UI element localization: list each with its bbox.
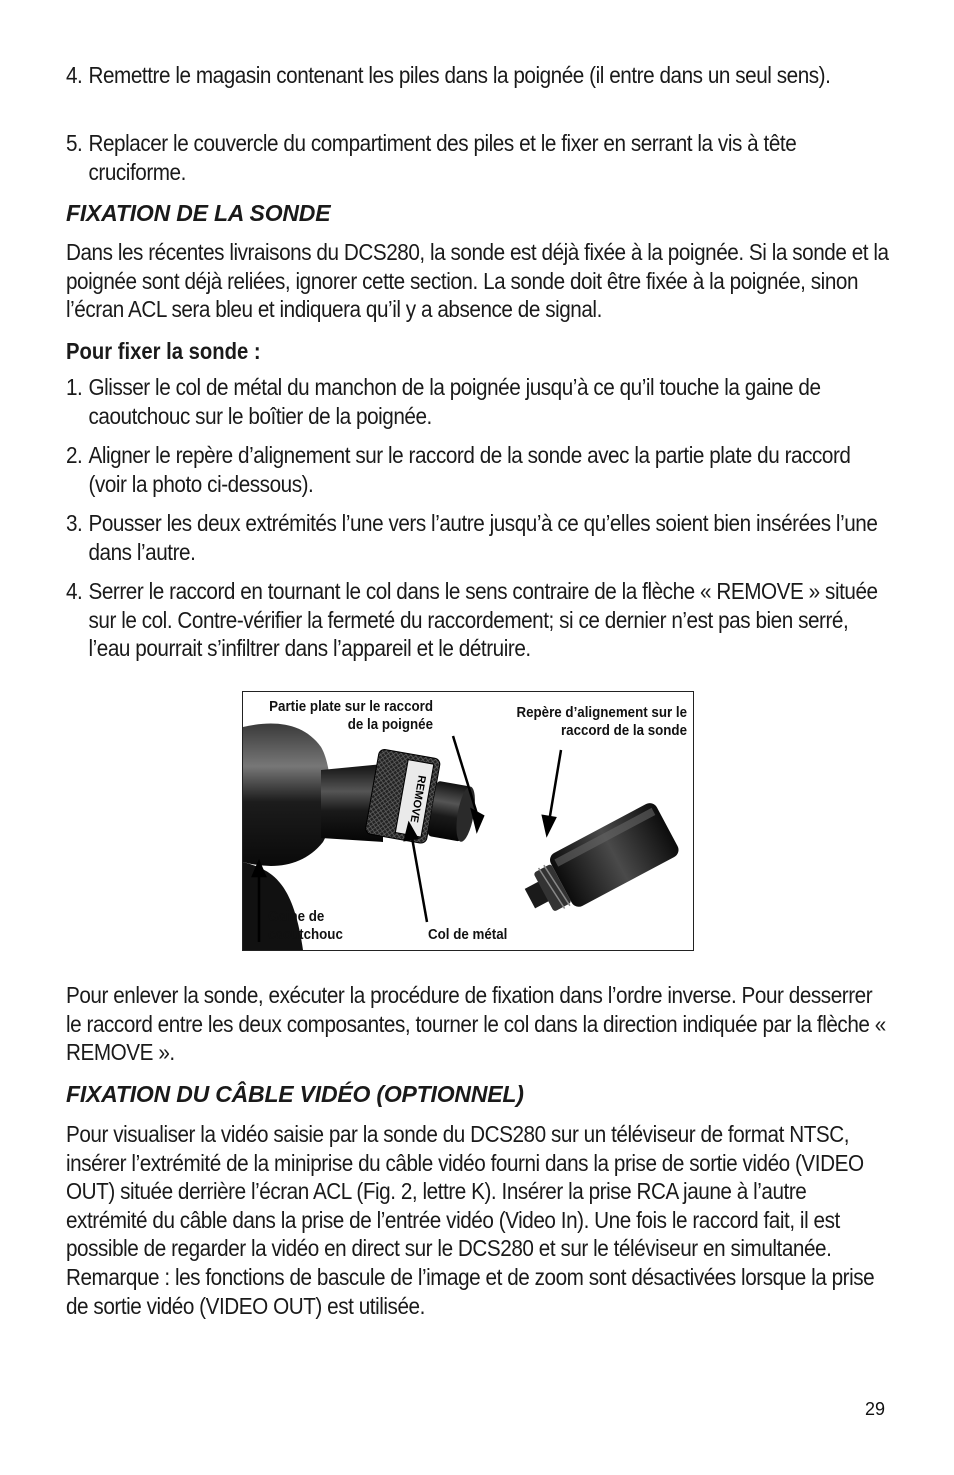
- step-text: Serrer le raccord en tournant le col dans le sens contraire de la flèche « REMOVE » située sur le col. Contre-vérifier la fermeté du raccordement; si ce dernier n’est pas bien serré, l’eau pourrait s’infiltrer dans l’appareil et le détruire.: [88, 578, 878, 662]
- caption-line: Partie plate sur le raccord: [269, 699, 433, 715]
- step-item: [66, 373, 890, 430]
- step-text: Pousser les deux extrémités l’une vers l’autre jusqu’à ce qu’elles soient bien insérées l’une dans l’autre.: [88, 510, 878, 565]
- arrow-flat-head: [472, 810, 483, 830]
- collar-engraving: REMOVE: [407, 774, 428, 824]
- list-number: 5.: [66, 130, 83, 156]
- list-text: Replacer le couvercle du compartiment des piles et le fixer en serrant la vis à tête cruciforme.: [88, 130, 797, 185]
- step-number: 3.: [66, 510, 83, 536]
- step-number: 4.: [66, 578, 83, 604]
- section-heading: FIXATION DE LA SONDE: [66, 200, 331, 226]
- caption-alignment-mark: [496, 704, 687, 740]
- probe-connector: [516, 800, 681, 926]
- caption-line: raccord de la sonde: [560, 723, 687, 739]
- step-item: [66, 577, 890, 663]
- caption-metal-collar: Col de métal: [428, 927, 508, 943]
- list-number: 4.: [66, 62, 83, 88]
- step-text: Glisser le col de métal du manchon de la poignée jusqu’à ce qu’il touche la gaine de caoutchouc sur le boîtier de la poignée.: [88, 374, 821, 429]
- caption-line: Repère d’alignement sur le: [516, 705, 687, 721]
- caption-line: caoutchouc: [268, 927, 343, 943]
- arrow-mark-line: [549, 750, 561, 822]
- removal-paragraph: Pour enlever la sonde, exécuter la procédure de fixation dans l’ordre inverse. Pour desserrer le raccord entre les deux composantes, tourner le col dans la direction indiquée par la flèche « REMOVE ».: [66, 982, 886, 1066]
- caption-line: Gaine de: [268, 909, 325, 925]
- caption-line: de la poignée: [347, 717, 433, 733]
- step-item: [66, 509, 890, 566]
- procedure-subheading: Pour fixer la sonde :: [66, 338, 261, 364]
- caption-flat-part: [249, 698, 433, 734]
- step-item: [66, 441, 890, 498]
- step-number: 2.: [66, 442, 83, 468]
- arrow-mark-head: [543, 816, 555, 834]
- arrow-collar-line: [411, 832, 427, 922]
- page-number: 29: [865, 1399, 886, 1419]
- step-number: 1.: [66, 374, 83, 400]
- caption-rubber-boot: [268, 908, 343, 944]
- section-intro: Dans les récentes livraisons du DCS280, la sonde est déjà fixée à la poignée. Si la sonde et la poignée sont déjà reliées, ignorer cette section. La sonde doit être fixée à la poignée, sinon l’écran ACL sera bleu et indiquera qu’il y a absence de signal.: [66, 239, 889, 323]
- list-item: [66, 129, 890, 186]
- connector-photo: [242, 691, 694, 951]
- section-heading: FIXATION DU CÂBLE VIDÉO (OPTIONNEL): [66, 1081, 524, 1107]
- list-text: Remettre le magasin contenant les piles dans la poignée (il entre dans un seul sens).: [88, 62, 831, 88]
- step-text: Aligner le repère d’alignement sur le raccord de la sonde avec la partie plate du raccord (voir la photo ci-dessous).: [88, 442, 851, 497]
- video-cable-paragraph: Pour visualiser la vidéo saisie par la sonde du DCS280 sur un téléviseur de format NTSC, insérer l’extrémité de la miniprise du câble vidéo fourni dans la prise de sortie vidéo (VIDEO OUT) située derrière l’écran ACL (Fig. 2, lettre K). Insérer la prise RCA jaune à l’autre extrémité du câble dans la prise de l’entrée vidéo (Video In). Une fois le raccord fait, il est possible de regarder la vidéo en direct sur le DCS280 et sur le téléviseur en simultanée. Remarque : les fonctions de bascule de l’image et de zoom sont désactivées lorsque la prise de sortie vidéo (VIDEO OUT) est utilisée.: [66, 1121, 875, 1319]
- list-item: [66, 61, 890, 90]
